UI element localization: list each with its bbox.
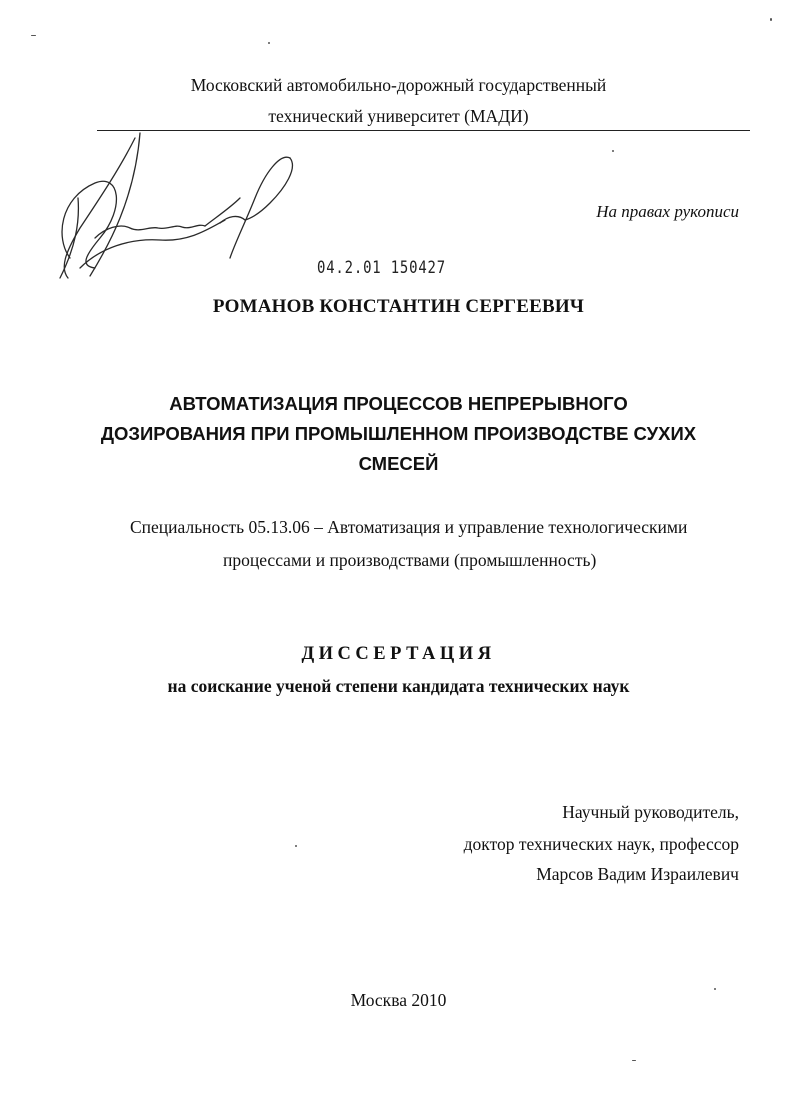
- scan-speck: [268, 42, 270, 44]
- scan-speck: [612, 150, 614, 152]
- registration-stamp-number: 04.2.01 150427: [317, 258, 446, 278]
- degree-subtitle: на соискание ученой степени кандидата технических наук: [167, 676, 630, 696]
- thesis-title-line-1: АВТОМАТИЗАЦИЯ ПРОЦЕССОВ НЕПРЕРЫВНОГО: [169, 393, 628, 414]
- scan-speck: [714, 988, 716, 990]
- university-name-line-1: Московский автомобильно-дорожный государственный: [190, 75, 607, 95]
- city-year: Москва 2010: [350, 990, 447, 1010]
- university-name-line-2: технический университет (МАДИ): [268, 106, 529, 126]
- advisor-name: Марсов Вадим Израилевич: [536, 864, 739, 884]
- scan-speck: [295, 845, 297, 847]
- specialty-line-1: Специальность 05.13.06 – Автоматизация и управление технологическими: [130, 517, 688, 537]
- document-type-heading: ДИССЕРТАЦИЯ: [301, 644, 496, 664]
- handwritten-signature: [40, 128, 310, 293]
- manuscript-rights-note: На правах рукописи: [596, 202, 739, 221]
- author-name: РОМАНОВ КОНСТАНТИН СЕРГЕЕВИЧ: [212, 296, 585, 317]
- scan-speck: [632, 1060, 636, 1061]
- scan-speck: [31, 35, 36, 36]
- scan-speck: [770, 18, 772, 21]
- specialty-line-2: процессами и производствами (промышленность): [223, 550, 597, 570]
- advisor-role: Научный руководитель,: [562, 802, 739, 822]
- thesis-title-line-3: СМЕСЕЙ: [358, 453, 439, 474]
- advisor-rank: доктор технических наук, профессор: [463, 834, 739, 854]
- thesis-title-line-2: ДОЗИРОВАНИЯ ПРИ ПРОМЫШЛЕННОМ ПРОИЗВОДСТВЕ СУХИХ: [100, 423, 697, 444]
